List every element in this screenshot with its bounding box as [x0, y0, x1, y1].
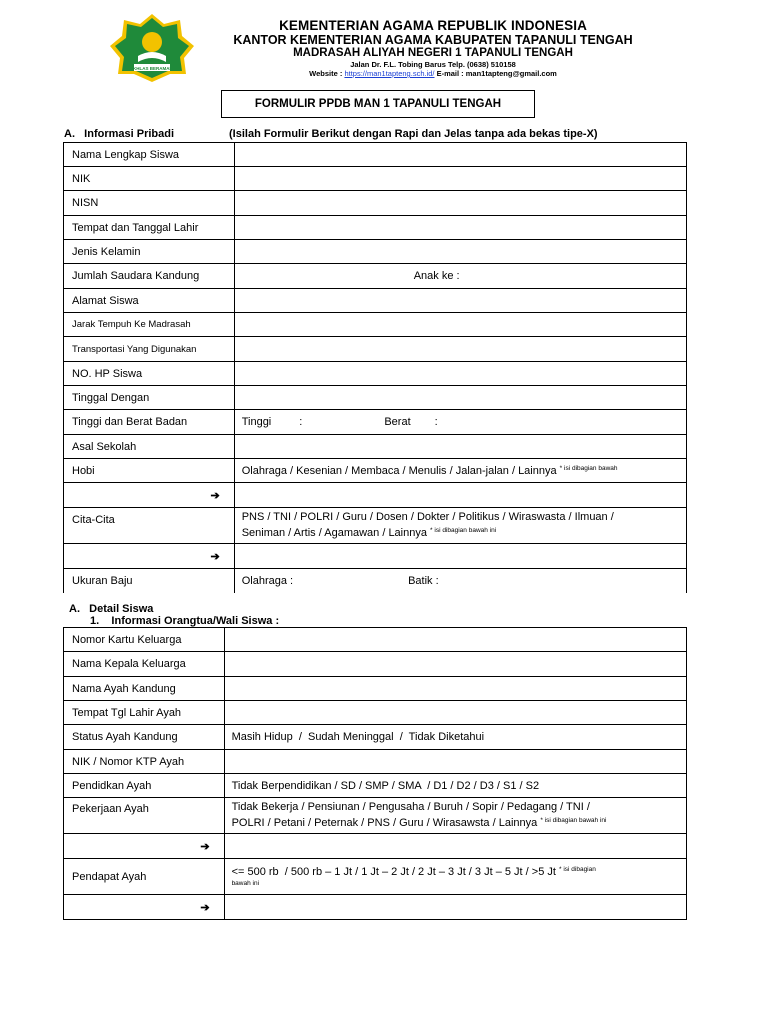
label-kepala-keluarga: Nama Kepala Keluarga [64, 652, 225, 677]
field-pekerjaan-ayah[interactable] [224, 798, 686, 834]
label-ttl-ayah: Tempat Tgl Lahir Ayah [64, 701, 225, 725]
field-pekerjaan-lainnya[interactable] [224, 834, 686, 859]
label-hp: NO. HP Siswa [64, 362, 235, 386]
section-a-label: A. [64, 128, 75, 140]
field-saudara[interactable] [234, 264, 686, 289]
subsection-title: Informasi Orangtua/Wali Siswa : [111, 615, 280, 627]
label-batik: Batik : [408, 574, 439, 587]
label-nama-ayah: Nama Ayah Kandung [64, 677, 225, 701]
logo-motto: IKHLAS BERAMAL [131, 66, 173, 71]
hobi-options: Olahraga / Kesenian / Membaca / Menulis / Jalan-jalan / Lainnya [241, 464, 557, 477]
field-nik[interactable] [234, 167, 686, 191]
label-tinggi: Tinggi [241, 416, 272, 428]
label-jarak: Jarak Tempuh Ke Madrasah [64, 313, 235, 337]
label-tinggal: Tinggal Dengan [64, 386, 235, 410]
parent-info-table [63, 627, 687, 920]
ministry-name: KEMENTERIAN AGAMA REPUBLIK INDONESIA [279, 18, 587, 33]
field-ttl[interactable] [234, 216, 686, 240]
arrow-icon: ➔ [64, 544, 235, 569]
field-kk[interactable] [224, 628, 686, 652]
status-options: Masih Hidup / Sudah Meninggal / Tidak Diketahui [231, 731, 485, 743]
subsection-parent-heading [90, 615, 279, 627]
field-status-ayah[interactable] [224, 725, 686, 750]
letterhead [200, 18, 666, 78]
field-ukuran-baju[interactable] [234, 569, 686, 593]
section-a-note: (Isilah Formulir Berikut dengan Rapi dan Jelas tanpa ada bekas tipe-X) [229, 128, 598, 140]
arrow-icon: ➔ [64, 483, 235, 508]
kemenag-logo [108, 12, 196, 84]
section-detail-heading [69, 603, 153, 615]
label-ttl: Tempat dan Tanggal Lahir [64, 216, 235, 240]
label-olahraga: Olahraga : [241, 574, 294, 587]
email-text: E-mail : man1tapteng@gmail.com [436, 69, 557, 78]
colon-berat: : [434, 416, 438, 428]
pekerjaan-options-line1: Tidak Bekerja / Pensiunan / Pengusaha / Buruh / Sopir / Pedagang / TNI / [231, 801, 590, 813]
field-nama-ayah[interactable] [224, 677, 686, 701]
field-pendapatan-lainnya[interactable] [224, 895, 686, 920]
label-transportasi: Transportasi Yang Digunakan [64, 337, 235, 362]
field-jenis-kelamin[interactable] [234, 240, 686, 264]
label-anak-ke: Anak ke : [413, 270, 460, 282]
hobi-note: * isi dibagian bawah [559, 464, 618, 472]
cita-options-line1: PNS / TNI / POLRI / Guru / Dosen / Dokter / Politikus / Wiraswasta / Ilmuan / [241, 511, 614, 523]
section-a-title: Informasi Pribadi [84, 128, 175, 140]
field-alamat[interactable] [234, 289, 686, 313]
label-pendapatan-ayah: Pendapat Ayah [64, 859, 225, 895]
field-pendapatan-ayah[interactable] [224, 859, 686, 895]
cita-note: * isi dibagian bawah ini [430, 527, 497, 534]
arrow-icon: ➔ [64, 895, 225, 920]
label-asal-sekolah: Asal Sekolah [64, 435, 235, 459]
field-cita-lainnya[interactable] [234, 544, 686, 569]
field-nik-ayah[interactable] [224, 750, 686, 774]
label-nama: Nama Lengkap Siswa [64, 143, 235, 167]
label-nik-ayah: NIK / Nomor KTP Ayah [64, 750, 225, 774]
pendapatan-note: * isi dibagian [559, 866, 596, 873]
label-berat: Berat [384, 416, 411, 428]
subsection-number: 1. [90, 615, 100, 627]
pendapatan-options: <= 500 rb / 500 rb – 1 Jt / 1 Jt – 2 Jt / 2 Jt – 3 Jt / 3 Jt – 5 Jt / >5 Jt [231, 866, 556, 878]
office-name: KANTOR KEMENTERIAN AGAMA KABUPATEN TAPANULI TENGAH [233, 33, 633, 47]
label-kk: Nomor Kartu Keluarga [64, 628, 225, 652]
field-kepala-keluarga[interactable] [224, 652, 686, 677]
label-status-ayah: Status Ayah Kandung [64, 725, 225, 750]
field-tinggi-berat[interactable] [234, 410, 686, 435]
label-nik: NIK [64, 167, 235, 191]
form-title: FORMULIR PPDB MAN 1 TAPANULI TENGAH [221, 90, 535, 118]
label-nisn: NISN [64, 191, 235, 216]
school-name: MADRASAH ALIYAH NEGERI 1 TAPANULI TENGAH [293, 47, 573, 59]
pendapatan-note-2: bawah ini [231, 880, 260, 887]
field-hobi-lainnya[interactable] [234, 483, 686, 508]
label-ukuran-baju: Ukuran Baju [64, 569, 235, 593]
contact-line [200, 69, 666, 78]
field-transportasi[interactable] [234, 337, 686, 362]
section-a-heading [64, 128, 174, 140]
label-pekerjaan-ayah: Pekerjaan Ayah [64, 798, 225, 834]
pendidikan-options: Tidak Berpendidikan / SD / SMP / SMA / D1 / D2 / D3 / S1 / S2 [231, 779, 540, 792]
label-cita-cita: Cita-Cita [64, 508, 235, 544]
pekerjaan-note: * isi dibagian bawah ini [540, 817, 607, 824]
field-asal-sekolah[interactable] [234, 435, 686, 459]
label-alamat: Alamat Siswa [64, 289, 235, 313]
label-pendidikan-ayah: Pendidkan Ayah [64, 774, 225, 798]
colon-tinggi: : [299, 416, 303, 428]
pekerjaan-options-line2: POLRI / Petani / Peternak / PNS / Guru / Wirasawsta / Lainnya [231, 817, 538, 829]
field-nisn[interactable] [234, 191, 686, 216]
field-ttl-ayah[interactable] [224, 701, 686, 725]
arrow-icon: ➔ [64, 834, 225, 859]
field-hp[interactable] [234, 362, 686, 386]
website-link[interactable]: https://man1tapteng.sch.id/ [344, 69, 435, 78]
section-detail-title: Detail Siswa [89, 603, 154, 615]
field-nama[interactable] [234, 143, 686, 167]
cita-options-line2: Seniman / Artis / Agamawan / Lainnya [241, 527, 427, 539]
field-hobi[interactable] [234, 459, 686, 483]
label-tinggi-berat: Tinggi dan Berat Badan [64, 410, 235, 435]
field-cita-cita[interactable] [234, 508, 686, 544]
label-saudara: Jumlah Saudara Kandung [64, 264, 235, 289]
label-hobi: Hobi [64, 459, 235, 483]
school-address: Jalan Dr. F.L. Tobing Barus Telp. (0638) 510158 [350, 60, 516, 69]
field-tinggal[interactable] [234, 386, 686, 410]
personal-info-table [63, 142, 687, 593]
field-pendidikan-ayah[interactable] [224, 774, 686, 798]
section-detail-label: A. [69, 603, 80, 615]
website-label: Website : [309, 69, 343, 78]
label-jenis-kelamin: Jenis Kelamin [64, 240, 235, 264]
field-jarak[interactable] [234, 313, 686, 337]
